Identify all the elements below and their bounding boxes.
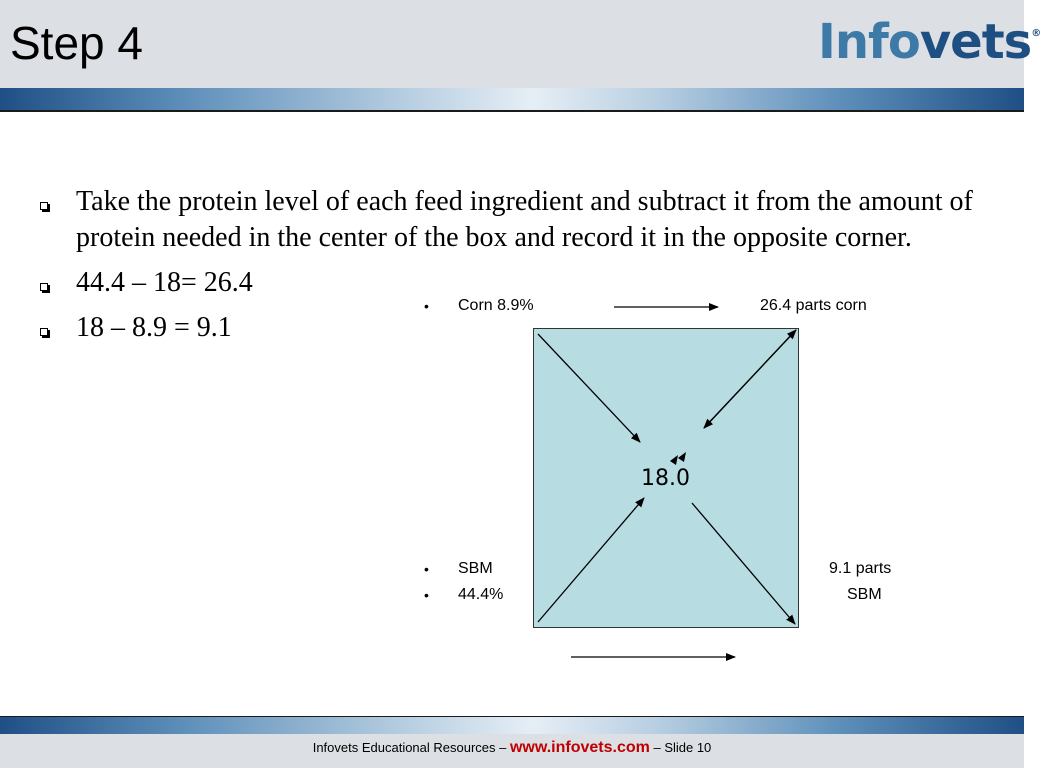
infovets-logo: Infovets® (818, 14, 1040, 70)
corn-label: Corn 8.9% (458, 297, 534, 314)
slide-footer (0, 734, 1024, 768)
footer-link[interactable]: www.infovets.com (509, 739, 650, 756)
center-value: 18.0 (641, 466, 690, 491)
footer-band (0, 716, 1024, 735)
sbm-protein-label: 44.4% (458, 586, 504, 603)
bullet-dot-icon: • (424, 587, 429, 603)
bullet-item: Take the protein level of each feed ingredient and subtract it from the amount of protein needed in the center of the box and record it in the opposite corner. (36, 184, 996, 256)
corn-parts-label: 26.4 parts corn (760, 297, 867, 314)
diag-arrow-top-left (538, 334, 640, 442)
slide-title: Step 4 (10, 17, 143, 69)
bullet-item: 44.4 – 18= 26.4 (36, 265, 996, 301)
footer-text: Infovets Educational Resources – www.infovets.com – Slide 10 (312, 739, 712, 756)
sbm-label: SBM (458, 560, 493, 577)
diag-arrow-bottom-right (692, 503, 795, 624)
sbm-parts-label: 9.1 parts (829, 560, 892, 577)
bullet-dot-icon: • (424, 561, 429, 577)
sbm-parts-label-2: SBM (847, 586, 882, 603)
small-arrowhead (678, 452, 686, 462)
bullet-dot-icon: • (424, 298, 429, 314)
diag-arrow-from-top-right (704, 330, 796, 428)
small-arrowhead (670, 455, 678, 465)
bullet-item: 18 – 8.9 = 9.1 (36, 310, 996, 346)
diag-arrow-bottom-left (538, 498, 644, 622)
